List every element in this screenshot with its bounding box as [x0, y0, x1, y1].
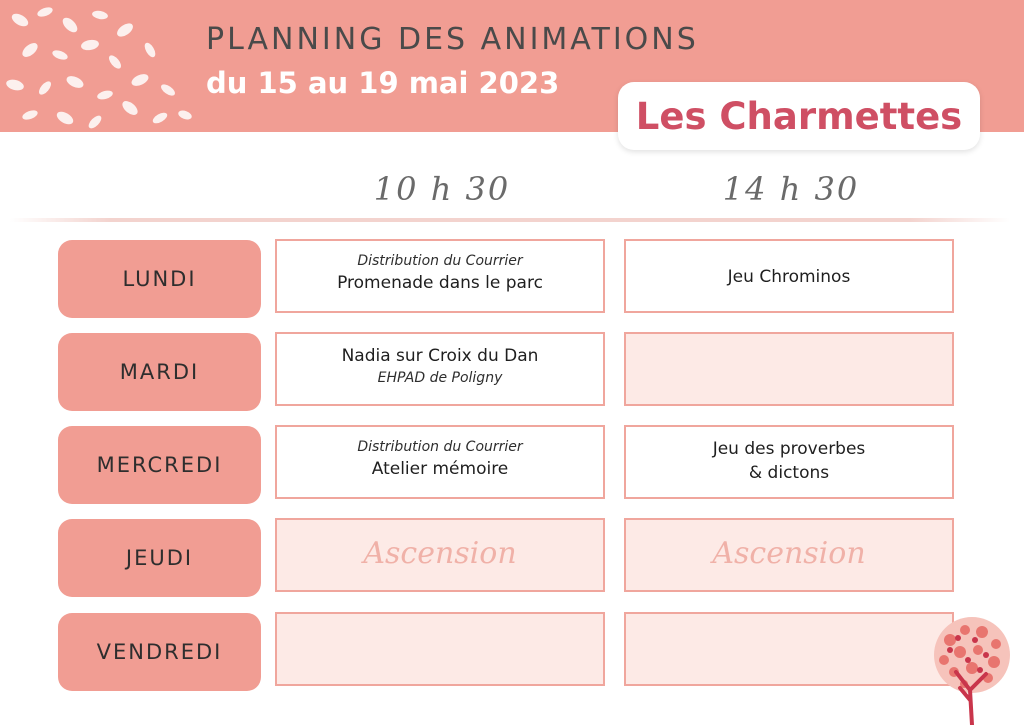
day-label-lundi: LUNDI — [58, 240, 261, 318]
tree-icon — [920, 610, 1024, 725]
cell-jeudi-morning — [275, 518, 605, 592]
time-slot-afternoon: 14 h 30 — [722, 170, 860, 208]
activity-title: Promenade dans le parc — [337, 273, 543, 293]
day-label-jeudi: JEUDI — [58, 519, 261, 597]
page-title: PLANNING DES ANIMATIONS — [206, 22, 699, 57]
activity-title: Jeu des proverbes — [712, 439, 866, 459]
day-label-vendredi: VENDREDI — [58, 613, 261, 691]
leaf-cluster-icon — [0, 0, 200, 132]
cell-jeudi-afternoon — [624, 518, 954, 592]
cell-mercredi-morning — [275, 425, 605, 499]
divider — [10, 218, 1010, 222]
place-badge — [618, 82, 980, 150]
activity-title: Nadia sur Croix du Dan — [341, 346, 539, 366]
activity-note: Distribution du Courrier — [357, 439, 523, 455]
holiday-label: Ascension — [363, 536, 517, 571]
cell-mardi-morning — [275, 332, 605, 406]
activity-note: EHPAD de Poligny — [377, 370, 503, 386]
holiday-label: Ascension — [712, 536, 866, 571]
cell-vendredi-afternoon-empty — [624, 612, 954, 686]
activity-note: Distribution du Courrier — [357, 253, 523, 269]
cell-lundi-morning — [275, 239, 605, 313]
cell-mardi-afternoon-empty — [624, 332, 954, 406]
day-label-mardi: MARDI — [58, 333, 261, 411]
cell-lundi-afternoon — [624, 239, 954, 313]
activity-title-line2: & dictons — [748, 463, 830, 483]
activity-title: Jeu Chrominos — [727, 267, 851, 287]
cell-vendredi-morning-empty — [275, 612, 605, 686]
cell-mercredi-afternoon — [624, 425, 954, 499]
date-range: du 15 au 19 mai 2023 — [206, 66, 560, 100]
time-slot-morning: 10 h 30 — [373, 170, 511, 208]
day-label-mercredi: MERCREDI — [58, 426, 261, 504]
place-name: Les Charmettes — [635, 94, 963, 138]
activity-title: Atelier mémoire — [371, 459, 509, 479]
